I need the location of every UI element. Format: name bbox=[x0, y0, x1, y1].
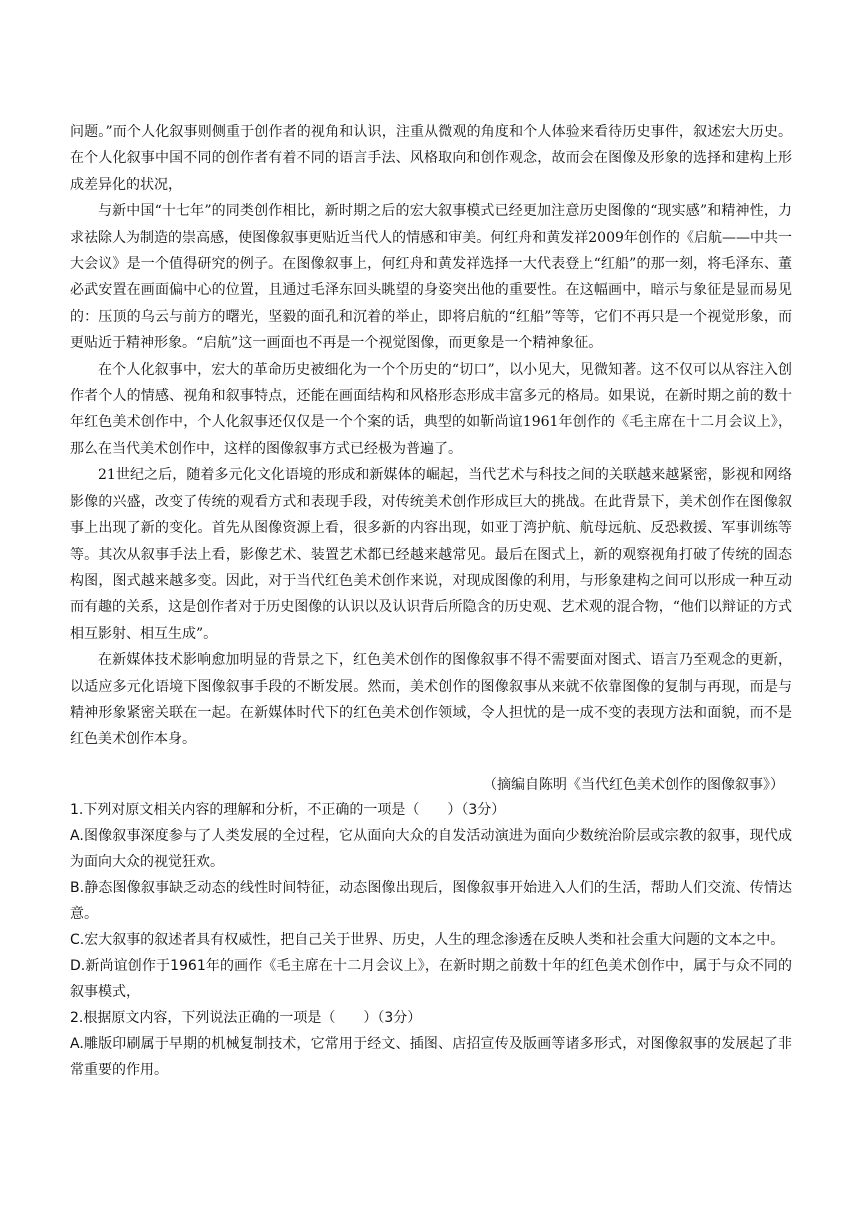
passage-paragraph: 与新中国“十七年”的同类创作相比，新时期之后的宏大叙事模式已经更加注意历史图像的“现实感”和精神性，力求祛除人为制造的崇高感，使图像叙事更贴近当代人的情感和审美。何红舟和黄发祥2009年创作的《启航——中共一大会议》是一个值得研究的例子。在图像叙事上，何红舟和黄发祥选择一大代表登上“红船”的那一刻，将毛泽东、董必武安置在画面偏中心的位置，且通过毛泽东回头眺望的身姿突出他的重要性。在这幅画中，暗示与象征是显而易见的：压顶的乌云与前方的曙光，坚毅的面孔和沉着的举止，即将启航的“红船”等等，它们不再只是一个视觉形象，而更贴近于精神形象。“启航”这一画面也不再是一个视觉图像，而更象是一个精神象征。 bbox=[70, 203, 792, 352]
passage-paragraph: 在个人化叙事中，宏大的革命历史被细化为一个个历史的“切口”，以小见大，见微知著。这不仅可以从容注入创作者个人的情感、视角和叙事特点，还能在画面结构和风格形态形成丰富多元的格局。如果说，在新时期之前的数十年红色美术创作中，个人化叙事还仅仅是一个个案的话，典型的如靳尚谊1961年创作的《毛主席在十二月会议上》，那么在当代美术创作中，这样的图像叙事方式已经极为普遍了。 bbox=[70, 361, 792, 457]
questions-section bbox=[70, 797, 792, 1083]
answer-option: D.新尚谊创作于1961年的画作《毛主席在十二月会议上》，在新时期之前数十年的红色美术创作中，属于与众不同的叙事模式， bbox=[70, 958, 792, 1000]
answer-option: A.雕版印刷属于早期的机械复制技术，它常用于经文、插图、店招宣传及版画等诸多形式，对图像叙事的发展起了非常重要的作用。 bbox=[70, 1036, 792, 1078]
source-citation: （摘编自陈明《当代红色美术创作的图像叙事》） bbox=[483, 777, 784, 793]
answer-option: C.宏大叙事的叙述者具有权威性，把自己关于世界、历史，人生的理念渗透在反映人类和社会重大问题的文本之中。 bbox=[70, 932, 785, 948]
reading-passage bbox=[70, 119, 792, 753]
answer-option: B.静态图像叙事缺乏动态的线性时间特征，动态图像出现后，图像叙事开始进入人们的生活，帮助人们交流、传情达意。 bbox=[70, 880, 792, 922]
passage-paragraph: 21世纪之后，随着多元化文化语境的形成和新媒体的崛起，当代艺术与科技之间的关联越来越紧密，影视和网络影像的兴盛，改变了传统的观看方式和表现手段，对传统美术创作形成巨大的挑战。在此背景下，美术创作在图像叙事上出现了新的变化。首先从图像资源上看，很多新的内容出现，如亚丁湾护航、航母远航、反恐救援、军事训练等等。其次从叙事手法上看，影像艺术、装置艺术都已经越来越常见。最后在图式上，新的观察视角打破了传统的固态构图，图式越来越多变。因此，对于当代红色美术创作来说，对现成图像的利用，与形象建构之间可以形成一种互动而有趣的关系，这是创作者对于历史图像的认识以及认识背后所隐含的历史观、艺术观的混合物，“他们以辩证的方式相互影射、相互生成”。 bbox=[70, 467, 792, 642]
question-stem: 2.根据原文内容，下列说法正确的一项是（ ）（3分） bbox=[70, 1010, 422, 1026]
passage-paragraph: 问题。”而个人化叙事则侧重于创作者的视角和认识，注重从微观的角度和个人体验来看待历史事件，叙述宏大历史。在个人化叙事中国不同的创作者有着不同的语言手法、风格取向和创作观念，故而会在图像及形象的选择和建构上形成差异化的状况， bbox=[70, 124, 792, 193]
answer-option: A.图像叙事深度参与了人类发展的全过程，它从面向大众的自发活动演进为面向少数统治阶层或宗教的叙事，现代成为面向大众的视觉狂欢。 bbox=[70, 828, 792, 870]
question-stem: 1.下列对原文相关内容的理解和分析，不正确的一项是（ ）（3分） bbox=[70, 802, 506, 818]
passage-paragraph: 在新媒体技术影响愈加明显的背景之下，红色美术创作的图像叙事不得不需要面对图式、语言乃至观念的更新，以适应多元化语境下图像叙事手段的不断发展。然而，美术创作的图像叙事从来就不依靠图像的复制与再现，而是与精神形象紧密关联在一起。在新媒体时代下的红色美术创作领域，令人担忧的是一成不变的表现方法和面貌，而不是红色美术创作本身。 bbox=[70, 652, 792, 748]
